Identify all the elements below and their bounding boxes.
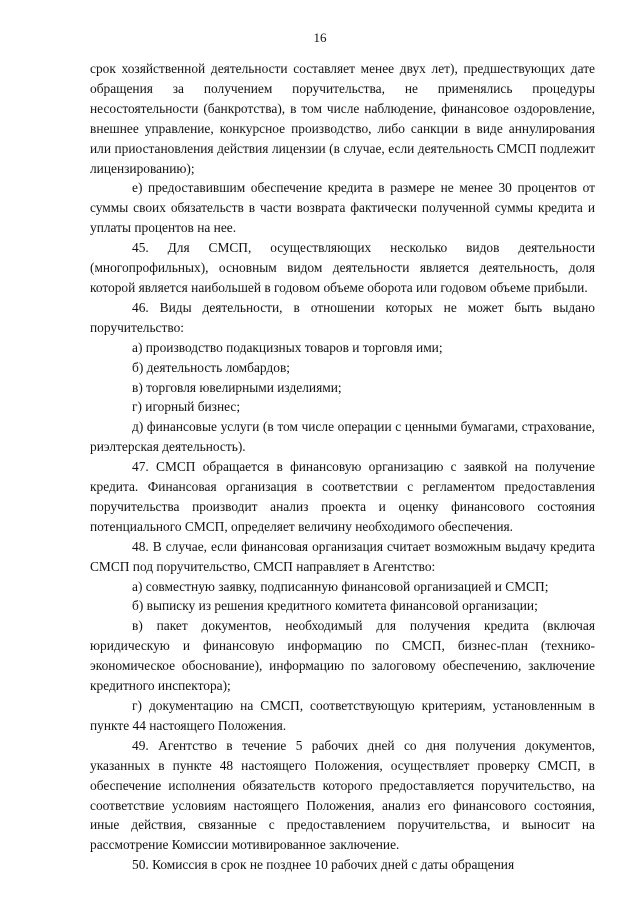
document-body: [90, 59, 595, 875]
paragraph-48-item-a: а) совместную заявку, подписанную финансовой организацией и СМСП;: [132, 578, 549, 594]
paragraph-48-item-v: в) пакет документов, необходимый для получения кредита (включая юридическую и финансовую информацию по СМСП, бизнес-план (технико-экономическое обоснование), информацию по залоговому обеспечению, заключение кредитного инспектора);: [90, 618, 595, 694]
paragraph-48-item-g: г) документацию на СМСП, соответствующую критериям, установленным в пункте 44 настоящего Положения.: [90, 698, 595, 733]
paragraph-46-item-d: д) финансовые услуги (в том числе операции с ценными бумагами, страхование, риэлтерская деятельность).: [90, 419, 595, 455]
paragraph-46-item-v: в) торговля ювелирными изделиями;: [132, 379, 342, 395]
paragraph-item-e: е) предоставившим обеспечение кредита в размере не менее 30 процентов от суммы своих обязательств в части возврата фактически полученной суммы кредита и уплаты процентов на нее.: [90, 180, 595, 236]
paragraph-46-item-a: а) производство подакцизных товаров и торговля ими;: [132, 339, 443, 355]
paragraph-46: 46. Виды деятельности, в отношении которых не может быть выдано поручительство:: [90, 299, 595, 335]
paragraph-continuation: срок хозяйственной деятельности составляет менее двух лет), предшествующих дате обращения за получением поручительства, не применялись процедуры несостоятельности (банкротства), в том числе наблюдение, финансовое оздоровление, внешнее управление, конкурсное производство, либо санкции в виде аннулирования или приостановления действия лицензии (в случае, если деятельность СМСП подлежит лицензированию);: [90, 61, 595, 176]
paragraph-45: 45. Для СМСП, осуществляющих несколько видов деятельности (многопрофильных), основным видом деятельности является деятельность, доля которой является наибольшей в годовом объеме оборота или годовом объеме прибыли.: [90, 240, 595, 295]
paragraph-48: 48. В случае, если финансовая организация считает возможным выдачу кредита СМСП под поручительство, СМСП направляет в Агентство:: [90, 538, 595, 574]
paragraph-46-item-b: б) деятельность ломбардов;: [132, 359, 290, 375]
paragraph-46-item-g: г) игорный бизнес;: [132, 399, 241, 415]
paragraph-48-item-b: б) выписку из решения кредитного комитета финансовой организации;: [132, 598, 538, 614]
paragraph-50: 50. Комиссия в срок не позднее 10 рабочих дней с даты обращения: [132, 857, 515, 873]
page-number: 16: [313, 30, 327, 45]
paragraph-47: 47. СМСП обращается в финансовую организацию с заявкой на получение кредита. Финансовая организация в соответствии с регламентом предоставления поручительства производит анализ проекта и оценку финансового состояния потенциального СМСП, определяет величину необходимого обеспечения.: [90, 459, 595, 534]
paragraph-49: 49. Агентство в течение 5 рабочих дней со дня получения документов, указанных в пункте 48 настоящего Положения, осуществляет проверку СМСП, в обеспечение исполнения обязательств которого предоставляется поручительство, на соответствие условиям настоящего Положения, анализ его финансового состояния, иные действия, связанные с предоставлением поручительства, и выносит на рассмотрение Комиссии мотивированное заключение.: [90, 737, 595, 853]
